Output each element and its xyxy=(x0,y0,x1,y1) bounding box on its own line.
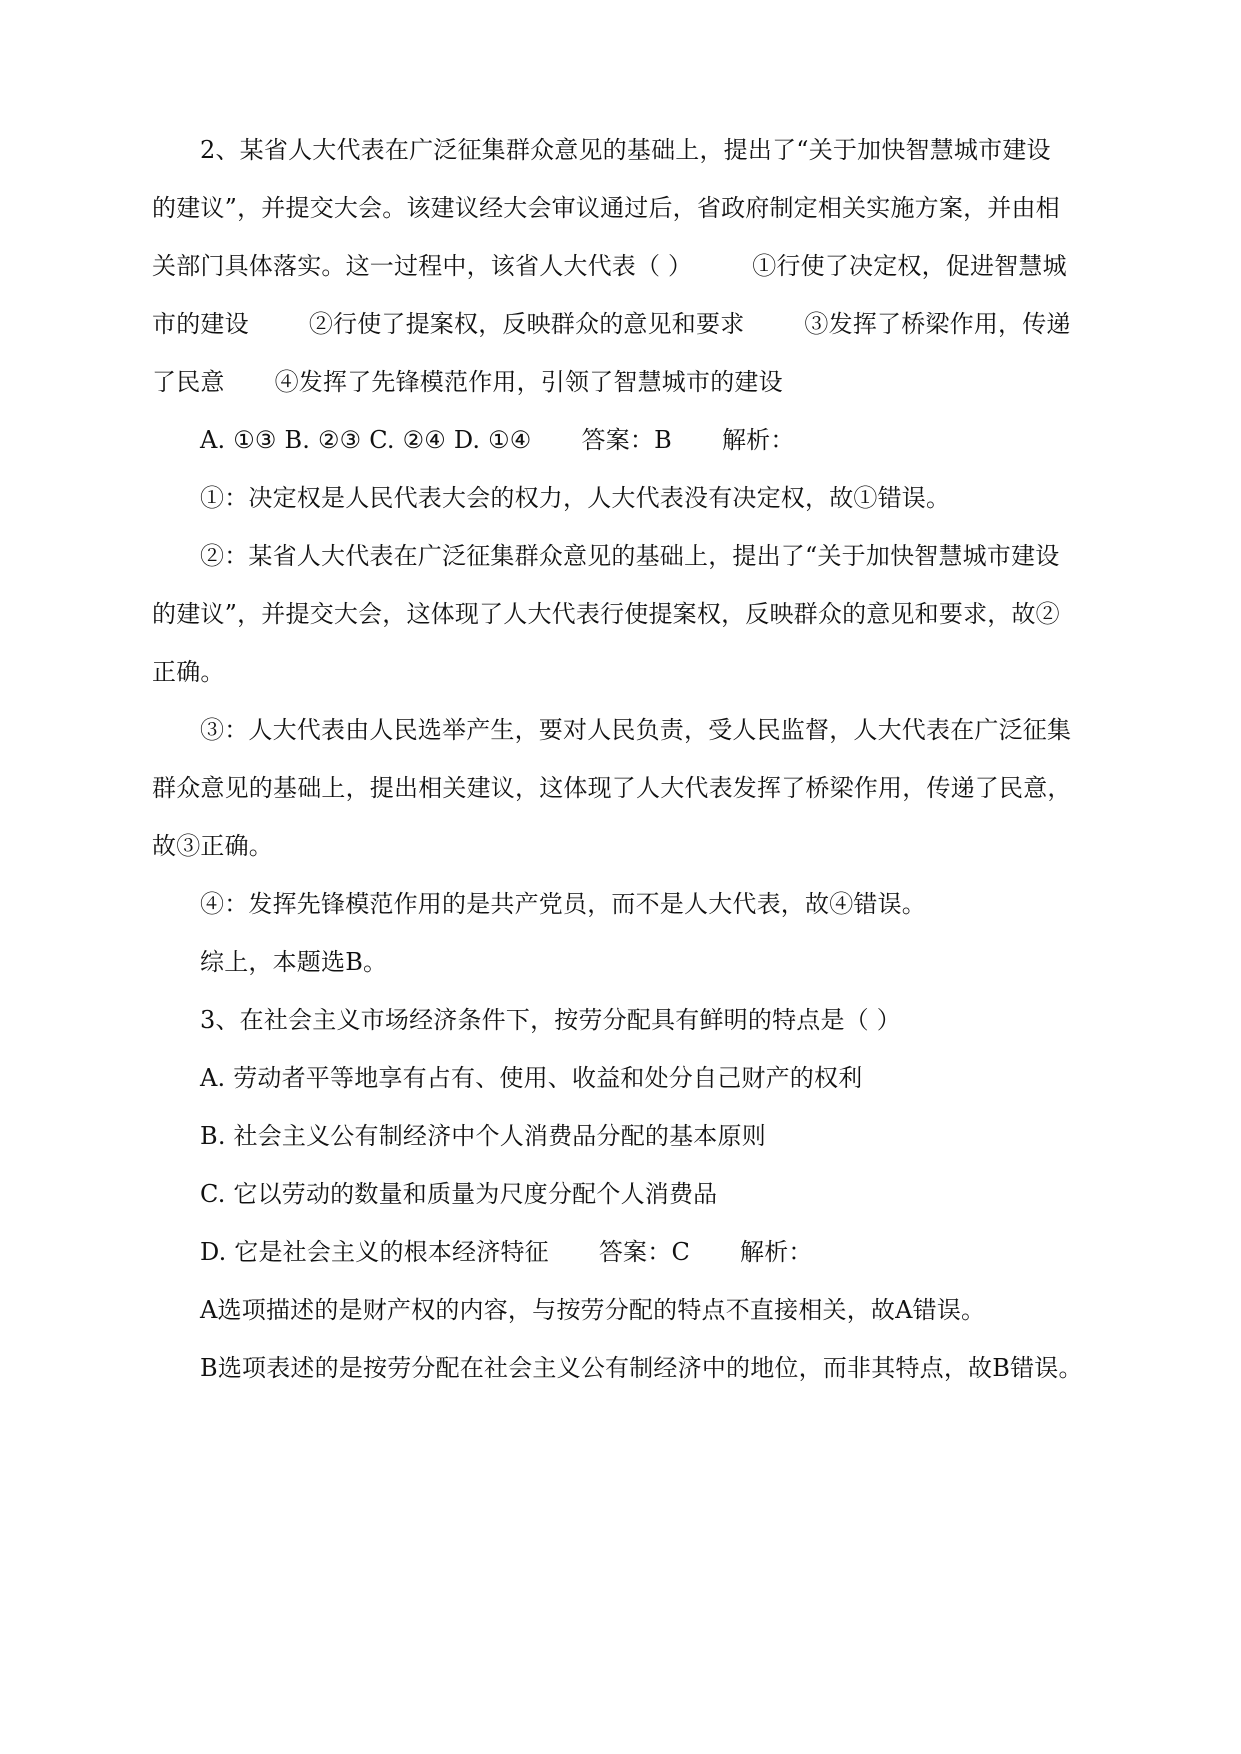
q2-stem-line-2: 的建议”，并提交大会。该建议经大会审议通过后，省政府制定相关实施方案，并由相 xyxy=(152,194,1060,222)
q3-option-c: C. 它以劳动的数量和质量为尺度分配个人消费品 xyxy=(200,1180,718,1208)
q3-analysis-2: B选项表述的是按劳分配在社会主义公有制经济中的地位，而非其特点，故B错误。 xyxy=(200,1354,1083,1382)
q2-conclusion: 综上，本题选B。 xyxy=(200,948,388,976)
q3-stem: 3、在社会主义市场经济条件下，按劳分配具有鲜明的特点是（ ） xyxy=(200,1006,901,1034)
q2-stem-lead: 关部门具体落实。这一过程中，该省人大代表（ ） xyxy=(152,252,693,280)
q2-analysis-2-line-3: 正确。 xyxy=(152,658,225,686)
q2-statement-2: ②行使了提案权，反映群众的意见和要求 xyxy=(308,310,745,338)
q2-stem-line-4 xyxy=(152,309,1071,339)
q2-answer: 答案：B xyxy=(581,426,672,454)
q2-options: A. ①③ B. ②③ C. ②④ D. ①④ xyxy=(200,426,532,454)
q3-option-b: B. 社会主义公有制经济中个人消费品分配的基本原则 xyxy=(200,1122,766,1150)
q2-analysis-2-line-2: 的建议”，并提交大会，这体现了人大代表行使提案权，反映群众的意见和要求，故② xyxy=(152,600,1060,628)
q3-analysis-label: 解析： xyxy=(740,1238,813,1266)
q3-option-d: D. 它是社会主义的根本经济特征 xyxy=(200,1238,549,1266)
q2-analysis-label: 解析： xyxy=(721,426,795,454)
q2-stem-line-5 xyxy=(152,367,783,397)
q3-answer: 答案：C xyxy=(598,1238,691,1266)
q2-analysis-3-line-2: 群众意见的基础上，提出相关建议，这体现了人大代表发挥了桥梁作用，传递了民意， xyxy=(152,774,1072,802)
q2-analysis-3-line-1: ③：人大代表由人民选举产生，要对人民负责，受人民监督，人大代表在广泛征集 xyxy=(200,716,1072,744)
q2-statement-1-end: 市的建设 xyxy=(152,310,249,338)
q2-statement-1-start: ①行使了决定权，促进智慧城 xyxy=(752,252,1067,280)
q2-statement-3-start: ③发挥了桥梁作用，传递 xyxy=(804,310,1071,338)
q3-option-d-answer-line xyxy=(200,1237,813,1267)
q2-analysis-2-line-1: ②：某省人大代表在广泛征集群众意见的基础上，提出了“关于加快智慧城市建设 xyxy=(200,542,1060,570)
q2-stem-line-3 xyxy=(152,251,1067,281)
q3-option-a: A. 劳动者平等地享有占有、使用、收益和处分自己财产的权利 xyxy=(200,1064,863,1092)
q2-statement-3-end: 了民意 xyxy=(152,368,225,396)
q2-analysis-1: ①：决定权是人民代表大会的权力，人大代表没有决定权，故①错误。 xyxy=(200,484,951,512)
q3-analysis-1: A选项描述的是财产权的内容，与按劳分配的特点不直接相关，故A错误。 xyxy=(200,1296,986,1324)
q2-analysis-3-line-3: 故③正确。 xyxy=(152,832,273,860)
q2-statement-4: ④发挥了先锋模范作用，引领了智慧城市的建设 xyxy=(274,368,783,396)
q2-analysis-4: ④：发挥先锋模范作用的是共产党员，而不是人大代表，故④错误。 xyxy=(200,890,926,918)
q2-stem-line-1: 2、某省人大代表在广泛征集群众意见的基础上，提出了“关于加快智慧城市建设 xyxy=(200,136,1051,164)
q2-options-answer-line xyxy=(200,425,795,455)
